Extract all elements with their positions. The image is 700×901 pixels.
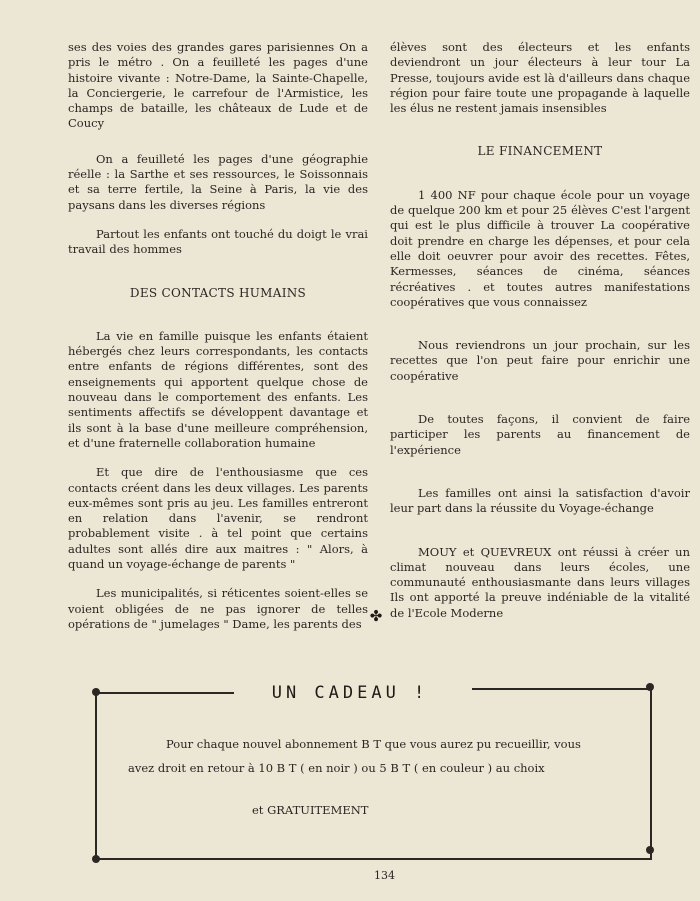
ornament-icon: ✤	[369, 607, 383, 625]
left-paragraph-5: Et que dire de l'enthousiasme que ces contacts créent dans les deux villages. Les parents eux-mêmes sont pris au jeu. Les familles entreront en relation dans l'avenir, se rendront probablement visite . à tel point que certains adultes sont allés dire aux maitres : " Alors, à quand un voyage-échange de parents "	[68, 465, 368, 572]
corner-dot-icon	[92, 855, 100, 863]
box-top-rule-left	[96, 692, 234, 694]
corner-dot-icon	[92, 688, 100, 696]
right-paragraph-1: élèves sont des électeurs et les enfants deviendront un jour électeurs à leur tour La Presse, toujours avide est là d'ailleurs dans chaque région pour faire toute une propagande à laquelle les élus ne restent jamais insensibles	[390, 40, 690, 116]
left-paragraph-2: On a feuilleté les pages d'une géographie réelle : la Sarthe et ses ressources, le Soissonnais et sa terre fertile, la Seine à Paris, la vie des paysans dans les diverses régions	[68, 151, 368, 212]
box-bottom-rule	[96, 858, 652, 860]
section-heading-financement: LE FINANCEMENT	[477, 144, 603, 159]
right-paragraph-4: De toutes façons, il convient de faire participer les parents au financement de l'expérience	[390, 412, 690, 457]
box-line-1: Pour chaque nouvel abonnement B T que vous aurez pu recueillir, vous	[166, 737, 581, 751]
page-number: 134	[374, 869, 395, 882]
box-line-2: avez droit en retour à 10 B T ( en noir ) ou 5 B T ( en couleur ) au choix	[128, 761, 545, 775]
box-right-rule	[650, 688, 652, 858]
right-paragraph-2: 1 400 NF pour chaque école pour un voyage de quelque 200 km et pour 25 élèves C'est l'argent qui est le plus difficile à trouver La coopérative doit prendre en charge les dépenses, et pour cela elle doit oeuvrer pour avoir des recettes. Fêtes, Kermesses, séances de cinéma, séances récréatives . et toutes autres manifestations coopératives que vous connaissez	[390, 187, 690, 309]
box-left-rule	[95, 694, 97, 858]
corner-dot-icon	[646, 683, 654, 691]
left-paragraph-4: La vie en famille puisque les enfants étaient hébergés chez leurs correspondants, les contacts entre enfants de régions différentes, sont des enseignements qui apportent quelque chose de nouveau dans le comportement des enfants. Les sentiments affectifs se développent davantage et ils sont à la base d'une meilleure compréhension, et d'une fraternelle collaboration humaine	[68, 328, 368, 450]
section-heading-contacts: DES CONTACTS HUMAINS	[129, 285, 307, 300]
box-top-rule-right	[472, 688, 652, 690]
box-title: UN CADEAU !	[271, 683, 429, 703]
box-line-3: et GRATUITEMENT	[252, 803, 369, 817]
right-paragraph-3: Nous reviendrons un jour prochain, sur les recettes que l'on peut faire pour enrichir une coopérative	[390, 338, 690, 383]
right-paragraph-5: Les familles ont ainsi la satisfaction d'avoir leur part dans la réussite du Voyage-échange	[390, 485, 690, 516]
left-paragraph-1: ses des voies des grandes gares parisiennes On a pris le métro . On a feuilleté les pages d'une histoire vivante : Notre-Dame, la Sainte-Chapelle, la Conciergerie, le carrefour de l'Armistice, les champs de bataille, les châteaux de Lude et de Coucy	[68, 40, 368, 131]
right-paragraph-6: MOUY et QUEVREUX ont réussi à créer un climat nouveau dans leurs écoles, une communauté enthousiasmante dans leurs villages Ils ont apporté la preuve indéniable de la vitalité de l'Ecole Moderne	[390, 544, 690, 620]
right-column	[390, 40, 690, 621]
left-paragraph-6: Les municipalités, si réticentes soient-elles se voient obligées de ne pas ignorer de telles opérations de " jumelages " Dame, les parents des	[68, 586, 368, 631]
corner-dot-icon	[646, 846, 654, 854]
left-paragraph-3: Partout les enfants ont touché du doigt le vrai travail des hommes	[68, 226, 368, 257]
left-column	[68, 40, 368, 632]
